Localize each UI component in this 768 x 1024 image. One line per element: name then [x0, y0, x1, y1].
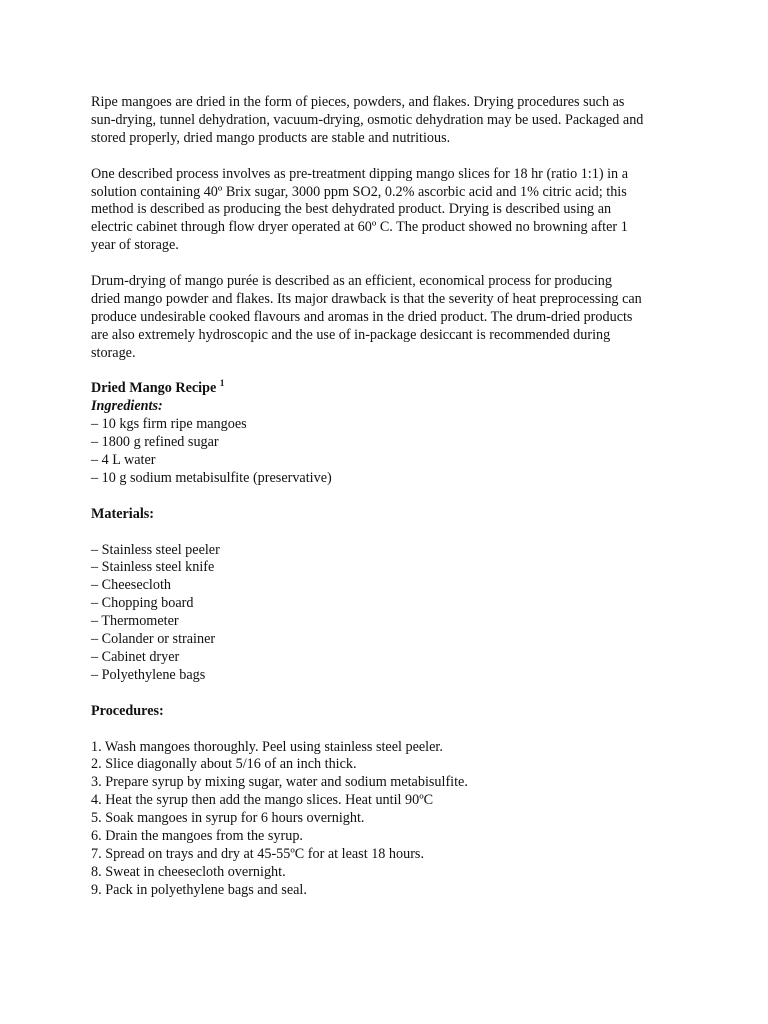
- spacer: [91, 685, 691, 703]
- materials-heading: Materials:: [91, 505, 155, 522]
- list-item: – 10 kgs firm ripe mangoes: [91, 416, 247, 433]
- ingredients-heading: Ingredients:: [91, 398, 163, 415]
- list-item: – Cheesecloth: [91, 577, 171, 594]
- list-item: 3. Prepare syrup by mixing sugar, water and sodium metabisulfite.: [91, 774, 468, 791]
- list-item: – Stainless steel peeler: [91, 541, 220, 558]
- document-body: [91, 94, 691, 900]
- list-item: 8. Sweat in cheesecloth overnight.: [91, 863, 286, 880]
- ingredients-list: [91, 416, 691, 488]
- spacer: [91, 488, 691, 506]
- list-item: 5. Soak mangoes in syrup for 6 hours overnight.: [91, 810, 365, 827]
- materials-list: [91, 542, 691, 685]
- list-item: – 1800 g refined sugar: [91, 434, 219, 451]
- list-item: 9. Pack in polyethylene bags and seal.: [91, 881, 307, 898]
- text-line: One described process involves as pre-treatment dipping mango slices for 18 hr (ratio 1:1) in a: [91, 165, 628, 182]
- intro-paragraph-3: [91, 273, 691, 363]
- text-line: dried mango powder and flakes. Its major drawback is that the severity of heat preprocessing can: [91, 290, 642, 307]
- recipe-title-text: Dried Mango Recipe: [91, 380, 217, 397]
- list-item: – Chopping board: [91, 595, 194, 612]
- text-line: method is described as producing the best dehydrated product. Drying is described using an: [91, 201, 612, 218]
- list-item: 6. Drain the mangoes from the syrup.: [91, 828, 303, 845]
- list-item: – Polyethylene bags: [91, 666, 206, 683]
- list-item: 7. Spread on trays and dry at 45-55ºC for at least 18 hours.: [91, 845, 425, 862]
- list-item: 2. Slice diagonally about 5/16 of an inch thick.: [91, 756, 357, 773]
- list-item: – Cabinet dryer: [91, 649, 180, 666]
- text-line: solution containing 40º Brix sugar, 3000 ppm SO2, 0.2% ascorbic acid and 1% citric acid; this: [91, 183, 627, 200]
- list-item: – 4 L water: [91, 452, 156, 469]
- list-item: 1. Wash mangoes thoroughly. Peel using stainless steel peeler.: [91, 738, 443, 755]
- text-line: Drum-drying of mango purée is described as an efficient, economical process for producing: [91, 273, 612, 290]
- intro-paragraph-2: [91, 166, 691, 256]
- text-line: are also extremely hydroscopic and the use of in-package desiccant is recommended during: [91, 326, 611, 343]
- footnote-marker: 1: [219, 378, 225, 389]
- list-item: – Thermometer: [91, 613, 179, 630]
- text-line: sun-drying, tunnel dehydration, vacuum-drying, osmotic dehydration may be used. Packaged and: [91, 111, 644, 128]
- intro-paragraph-1: [91, 94, 691, 148]
- spacer: [91, 524, 691, 542]
- list-item: 4. Heat the syrup then add the mango slices. Heat until 90ºC: [91, 792, 434, 809]
- text-line: produce undesirable cooked flavours and aromas in the dried product. The drum-dried products: [91, 308, 633, 325]
- text-line: electric cabinet through flow dryer operated at 60º C. The product showed no browning after 1: [91, 219, 628, 236]
- text-line: storage.: [91, 344, 136, 361]
- text-line: year of storage.: [91, 237, 179, 254]
- text-line: Ripe mangoes are dried in the form of pieces, powders, and flakes. Drying procedures such as: [91, 94, 625, 110]
- recipe-title: [91, 380, 691, 398]
- list-item: – 10 g sodium metabisulfite (preservative): [91, 469, 332, 486]
- spacer: [91, 721, 691, 739]
- procedures-heading: Procedures:: [91, 702, 164, 719]
- text-line: stored properly, dried mango products are stable and nutritious.: [91, 129, 451, 146]
- procedures-list: [91, 739, 691, 900]
- list-item: – Colander or strainer: [91, 631, 216, 648]
- list-item: – Stainless steel knife: [91, 559, 215, 576]
